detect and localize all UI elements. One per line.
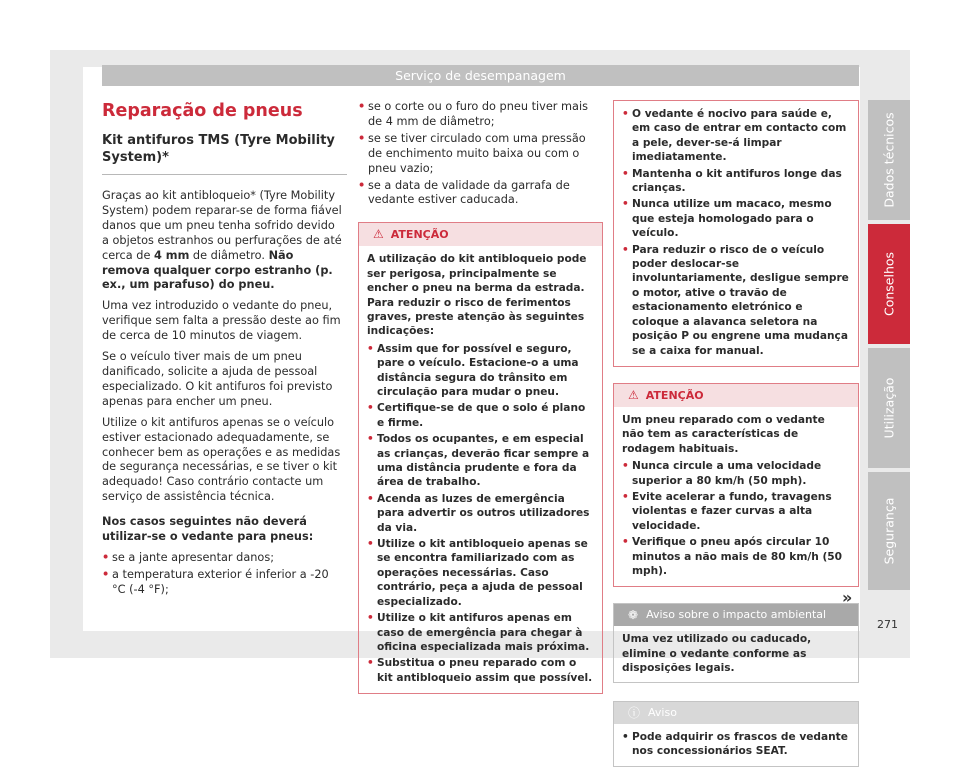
column-3 <box>613 100 859 767</box>
section-subtitle: Kit antifuros TMS (Tyre Mobility System)* <box>102 133 335 165</box>
list-item <box>367 342 594 400</box>
text-span: Graças ao kit antibloqueio* (Tyre Mobility System) podem reparar-se de forma fiável danos que um pneu tenha sofrido devido a objetos estranhos ou perfurações de até cerca de <box>102 189 342 262</box>
list-item <box>367 537 594 609</box>
note-body <box>614 724 858 767</box>
environment-title: Aviso sobre o impacto ambiental <box>646 608 827 622</box>
tab-label: Conselhos <box>881 251 897 317</box>
list-item <box>358 100 603 130</box>
list-item-text: Nunca utilize um macaco, mesmo que esteja homologado para o veículo. <box>632 198 832 240</box>
warning-box <box>358 222 603 694</box>
list-item <box>102 551 342 566</box>
tab-label: Segurança <box>881 497 897 565</box>
list-item <box>358 132 603 177</box>
list-item <box>358 179 603 209</box>
text-span: de diâmetro. <box>189 248 269 262</box>
info-icon: ⓘ <box>628 705 641 720</box>
list-item <box>367 656 594 685</box>
bullet-icon: • <box>622 108 629 120</box>
bullet-icon: • <box>622 167 629 180</box>
warning-body <box>614 101 858 366</box>
list-item-text: se a jante apresentar danos; <box>112 550 275 564</box>
warning-box-2 <box>613 383 859 587</box>
list-item <box>367 432 594 490</box>
list-item-text: se se tiver circulado com uma pressão de enchimento muito baixa ou com o pneu vazio; <box>368 131 586 175</box>
list-item-text: Para reduzir o risco de o veículo poder deslocar-se involuntariamente, desligue sempre o motor, ative o travão de estacionamento eletrónico e coloque a alavanca seletora na posição P ou engrene uma mudança se a caixa for manual. <box>632 243 849 357</box>
list-item-text: Utilize o kit antifuros apenas em caso de emergência para chegar à oficina especializada mais próxima. <box>377 612 590 653</box>
warning-body <box>614 407 858 586</box>
list-item-text: a temperatura exterior é inferior a -20 °C (-4 °F); <box>112 567 329 596</box>
page-number: 271 <box>877 618 898 631</box>
list-item <box>622 459 850 488</box>
tab-label: Utilização <box>881 377 897 439</box>
list-item-text: Utilize o kit antibloqueio apenas se se encontra familiarizado com as operações necessárias. Caso contrário, peça a ajuda de pessoal especializado. <box>377 538 588 608</box>
bullet-icon: • <box>358 131 366 145</box>
bullet-icon: • <box>358 100 366 113</box>
warning-title: ATENÇÃO <box>645 388 704 402</box>
list-item <box>367 401 594 430</box>
warning-triangle-icon: ⚠ <box>628 387 639 402</box>
warning-box-continued <box>613 100 859 367</box>
list-item-text: Acenda as luzes de emergência para advertir os outros utilizadores da via. <box>377 492 590 534</box>
warning-header <box>614 384 858 407</box>
bullet-icon: • <box>622 243 629 256</box>
bullet-icon: • <box>622 460 629 473</box>
bullet-icon: • <box>367 538 374 551</box>
paragraph-usage: Utilize o kit antifuros apenas se o veículo estiver estacionado adequadamente, se conhecer bem as operações e as medidas de segurança necessárias, e se tiver o kit adequado! Caso contrário contacte um serviço de assistência técnica. <box>102 415 341 504</box>
paragraph-cases: Nos casos seguintes não deverá utilizar-se o vedante para pneus: <box>102 515 314 544</box>
list-item-text: Nunca circule a uma velocidade superior a 80 km/h (50 mph). <box>632 460 822 487</box>
list-item-text: Assim que for possível e seguro, pare o veículo. Estacione-o a uma distância segura do trânsito em circulação para mudar o pneu. <box>377 342 579 398</box>
list-item-text: O vedante é nocivo para saúde e, em caso de entrar em contacto com a pele, dever-se-á limpar imediatamente. <box>632 108 847 164</box>
list-item <box>622 197 850 240</box>
bullet-icon: • <box>622 536 629 549</box>
list-item-text: se a data de validade da garrafa de vedante estiver caducada. <box>368 178 570 207</box>
paragraph-pressure: Uma vez introduzido o vedante do pneu, verifique sem falta a pressão deste ao fim de cerca de 10 minutos de viagem. <box>102 299 341 343</box>
bullet-icon: • <box>622 490 629 503</box>
list-item <box>367 611 594 654</box>
environment-text: Uma vez utilizado ou caducado, elimine o vedante conforme as disposições legais. <box>622 633 812 675</box>
list-item-text: Verifique o pneu após circular 10 minutos a não mais de 80 km/h (50 mph). <box>632 536 843 577</box>
bullet-icon: • <box>622 198 629 211</box>
bullet-icon: • <box>367 342 374 355</box>
warning-body <box>359 246 602 693</box>
environment-header <box>614 604 858 626</box>
list-item-text: Substitua o pneu reparado com o kit antibloqueio assim que possível. <box>377 657 593 684</box>
leaf-icon: ❁ <box>628 608 639 623</box>
warning-header <box>359 223 602 246</box>
tab-dados-tecnicos[interactable] <box>868 100 910 220</box>
note-title: Aviso <box>648 705 677 719</box>
bullet-icon: • <box>367 657 374 670</box>
paragraph-intro <box>102 189 342 293</box>
bullet-icon: • <box>102 567 110 581</box>
list-item-text: Certifique-se de que o solo é plano e firme. <box>377 402 586 429</box>
bullet-icon: • <box>102 550 110 564</box>
tab-utilizacao[interactable] <box>868 348 910 468</box>
tab-seguranca[interactable] <box>868 472 910 590</box>
bullet-icon: • <box>367 492 374 505</box>
environment-box <box>613 603 859 682</box>
list-item-text: Pode adquirir os frascos de vedante nos concessionários SEAT. <box>632 730 848 757</box>
warning-intro: A utilização do kit antibloqueio pode ser perigosa, principalmente se encher o pneu na berma da estrada. Para reduzir o risco de ferimentos graves, preste atenção às seguintes indicações: <box>367 253 587 338</box>
list-item <box>102 568 342 598</box>
list-item-text: se o corte ou o furo do pneu tiver mais de 4 mm de diâmetro; <box>368 100 588 128</box>
list-item <box>622 535 850 578</box>
tab-label: Dados técnicos <box>881 112 897 208</box>
list-item <box>622 167 850 196</box>
paragraph-multiple: Se o veículo tiver mais de um pneu danificado, solicite a ajuda de pessoal especializado. O kit antifuros foi previsto apenas para encher um pneu. <box>102 350 333 408</box>
continued-marker: » <box>842 588 853 607</box>
list-item-text: Todos os ocupantes, e em especial as crianças, deverão ficar sempre a uma distância prudente e fora da área de trabalho. <box>377 433 590 489</box>
tab-conselhos[interactable] <box>868 224 910 344</box>
bullet-icon: • <box>358 178 366 192</box>
bold-span: Não remova qualquer corpo estranho (p. ex., um parafuso) do pneu. <box>102 248 333 292</box>
list-item-text: Mantenha o kit antifuros longe das crianças. <box>632 167 842 195</box>
list-item <box>622 490 850 533</box>
list-item <box>367 492 594 535</box>
note-header <box>614 702 858 724</box>
bullet-icon: • <box>622 730 629 743</box>
warning-triangle-icon: ⚠ <box>373 227 384 242</box>
list-item <box>622 243 850 358</box>
column-1 <box>102 100 342 600</box>
bullet-icon: • <box>367 433 374 446</box>
page-title: Reparação de pneus <box>102 101 303 121</box>
warning-intro: Um pneu reparado com o vedante não tem as características de rodagem habituais. <box>622 413 825 455</box>
list-item <box>622 730 850 759</box>
bold-span: 4 mm <box>154 248 190 262</box>
list-item-text: Evite acelerar a fundo, travagens violentas e fazer curvas a alta velocidade. <box>632 490 832 532</box>
note-box <box>613 701 859 767</box>
warning-title: ATENÇÃO <box>390 228 449 242</box>
list-item <box>622 107 850 165</box>
bullet-icon: • <box>367 612 374 625</box>
column-2 <box>358 100 603 694</box>
section-header: Serviço de desempanagem <box>102 65 859 86</box>
bullet-icon: • <box>367 402 374 415</box>
